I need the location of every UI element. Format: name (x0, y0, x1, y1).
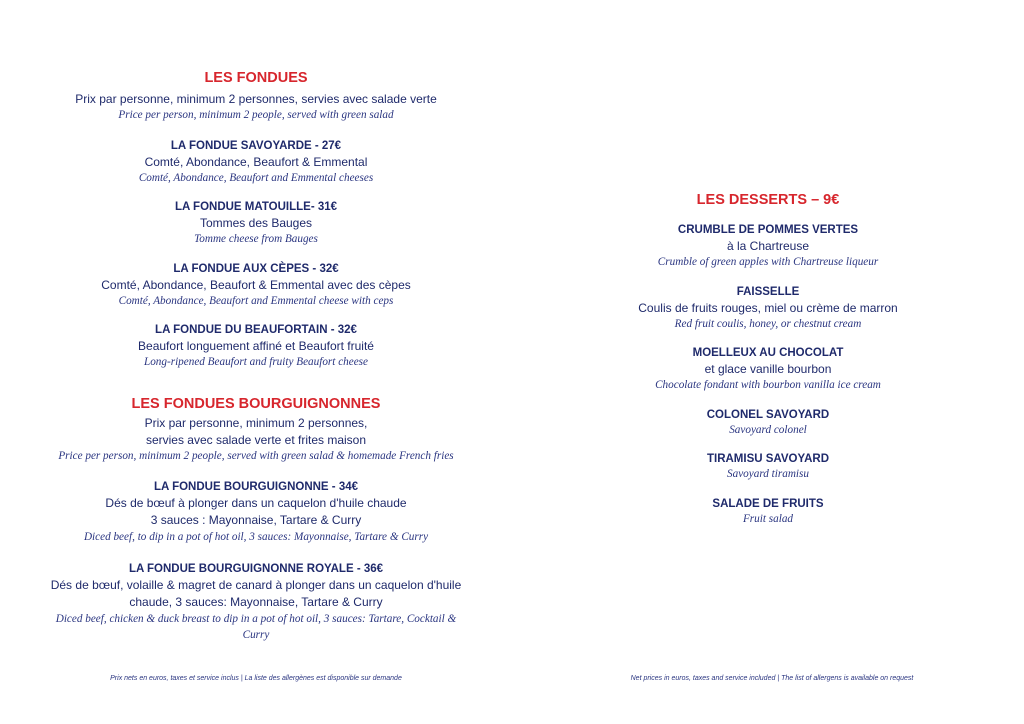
item-desc-fr: à la Chartreuse (726, 239, 810, 253)
footer-note-en: Net prices in euros, taxes and service included | The list of allergens is available on request (630, 675, 914, 682)
item-desc-en: Diced beef, to dip in a pot of hot oil, 3 sauces: Mayonnaise, Tartare & Curry (83, 530, 429, 543)
item-desc-en: Crumble of green apples with Chartreuse liqueur (657, 256, 879, 268)
item-desc-fr: Tommes des Bauges (199, 216, 313, 230)
item-desc-en: Tomme cheese from Bauges (194, 233, 318, 245)
item-title: FAISSELLE (736, 285, 800, 298)
bourguignonnes-intro-fr: servies avec salade verte et frites maison (145, 433, 367, 447)
item-desc-fr: Comté, Abondance, Beaufort & Emmental avec des cèpes (101, 277, 411, 292)
item-title: LA FONDUE AUX CÈPES - 32€ (173, 262, 339, 275)
item-desc-en: Long-ripened Beaufort and fruity Beaufort cheese (143, 356, 369, 368)
menu-item (610, 496, 926, 528)
menu-item (610, 284, 926, 333)
menu-item (40, 561, 472, 643)
menu-item (40, 322, 472, 371)
menu-item (40, 138, 472, 187)
fondues-intro-en: Price per person, minimum 2 people, served with green salad (118, 109, 394, 121)
item-title: SALADE DE FRUITS (712, 497, 824, 510)
item-desc-fr: et glace vanille bourbon (704, 362, 832, 376)
item-desc-en: Comté, Abondance, Beaufort and Emmental cheeses (138, 171, 374, 184)
item-desc-en: Curry (242, 628, 270, 641)
bourguignonnes-intro-en: Price per person, minimum 2 people, served with green salad & homemade French fries (58, 450, 454, 462)
item-title: LA FONDUE SAVOYARDE - 27€ (170, 139, 342, 152)
bourguignonnes-section (40, 394, 472, 643)
menu-item (40, 199, 472, 248)
item-desc-en: Savoyard tiramisu (727, 468, 809, 480)
item-desc-en: Red fruit coulis, honey, or chestnut cream (674, 317, 862, 330)
item-desc-en: Chocolate fondant with bourbon vanilla ice cream (655, 379, 881, 391)
item-desc-fr: Dés de bœuf à plonger dans un caquelon d'huile chaude (105, 495, 407, 510)
item-title: LA FONDUE DU BEAUFORTAIN - 32€ (155, 324, 357, 336)
menu-item (610, 222, 926, 271)
item-desc-en: Fruit salad (742, 512, 794, 525)
item-desc-fr: Dés de bœuf, volaille & magret de canard à plonger dans un caquelon d'huile (50, 578, 462, 592)
desserts-section (610, 190, 926, 527)
fondues-title: LES FONDUES (204, 70, 308, 86)
item-title: LA FONDUE MATOUILLE- 31€ (174, 201, 338, 213)
bourguignonnes-title: LES FONDUES BOURGUIGNONNES (131, 396, 381, 412)
menu-item (610, 451, 926, 483)
menu-item (40, 479, 472, 546)
item-title: CRUMBLE DE POMMES VERTES (677, 224, 859, 236)
menu-item (610, 407, 926, 439)
footer-note-fr: Prix nets en euros, taxes et service inclus | La liste des allergènes est disponible sur demande (110, 675, 402, 682)
item-desc-fr: Beaufort longuement affiné et Beaufort fruité (138, 339, 374, 353)
item-desc-fr: 3 sauces : Mayonnaise, Tartare & Curry (150, 512, 362, 527)
item-desc-fr: Coulis de fruits rouges, miel ou crème de marron (638, 300, 898, 315)
item-title: TIRAMISU SAVOYARD (706, 453, 830, 465)
item-desc-en: Diced beef, chicken & duck breast to dip in a pot of hot oil, 3 sauces: Tartare, Cocktail & (55, 613, 457, 625)
menu-item (610, 345, 926, 394)
menu-item (40, 261, 472, 310)
item-title: MOELLEUX AU CHOCOLAT (692, 347, 844, 359)
bourguignonnes-intro-fr: Prix par personne, minimum 2 personnes, (144, 416, 368, 430)
item-desc-en: Comté, Abondance, Beaufort and Emmental cheese with ceps (118, 294, 394, 307)
desserts-title: LES DESSERTS – 9€ (696, 192, 840, 208)
fondues-intro-fr: Prix par personne, minimum 2 personnes, servies avec salade verte (75, 92, 437, 106)
item-title: LA FONDUE BOURGUIGNONNE - 34€ (153, 480, 359, 493)
item-desc-fr: Comté, Abondance, Beaufort & Emmental (144, 154, 368, 169)
item-desc-en: Savoyard colonel (729, 423, 807, 436)
fondues-section (40, 68, 472, 371)
item-desc-fr: chaude, 3 sauces: Mayonnaise, Tartare & Curry (129, 595, 383, 609)
item-title: LA FONDUE BOURGUIGNONNE ROYALE - 36€ (128, 563, 384, 575)
item-title: COLONEL SAVOYARD (706, 408, 830, 421)
